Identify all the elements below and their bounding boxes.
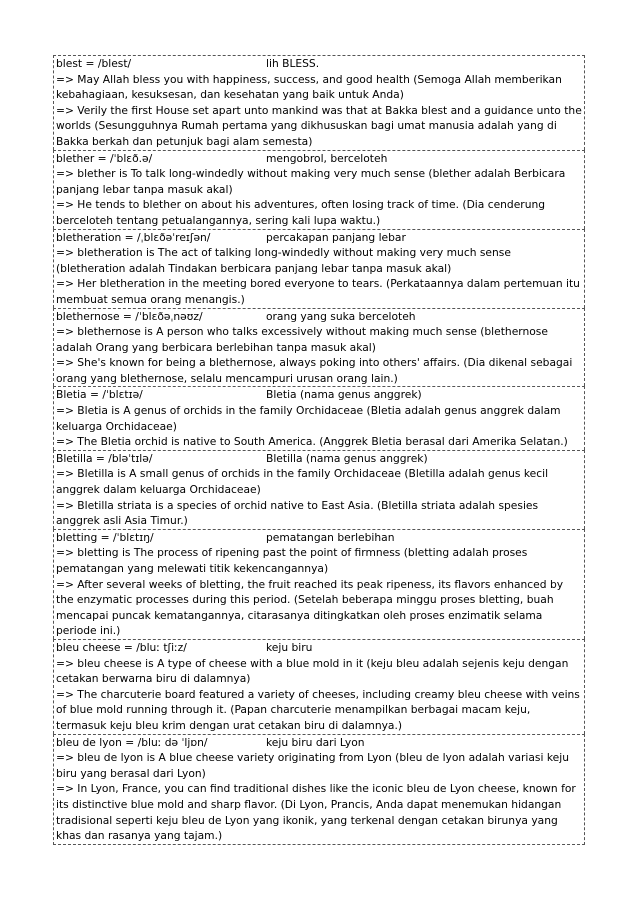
entry-header [56, 230, 582, 246]
example-sentence: => In Lyon, France, you can find traditional dishes like the iconic bleu de Lyon cheese, known for its distinctive blue mold and sharp flavor. (Di Lyon, Prancis, Anda dapat menemukan hidangan tradisional seperti keju bleu de Lyon yang ikonik, yang terkenal dengan cetakan birunya yang khas dan rasanya yang tajam.) [56, 782, 576, 843]
example-sentence: => blethernose is A person who talks excessively without making much sense (blethernose adalah Orang yang berbicara berlebihan tanpa masuk akal) [56, 325, 548, 354]
dictionary-entry [53, 150, 585, 229]
dictionary-entry [53, 734, 585, 845]
entry-gloss: mengobrol, berceloteh [266, 151, 388, 165]
entry-gloss: keju biru dari Lyon [266, 735, 365, 749]
entry-term: bleu de lyon = /bluː də ˈljɒn/ [56, 735, 208, 749]
example-sentence: => bletting is The process of ripening past the point of firmness (bletting adalah proses pematangan yang melewati titik kekencangannya) [56, 546, 528, 575]
entry-gloss: lih BLESS. [266, 57, 320, 70]
entry-header [56, 56, 582, 72]
entry-examples [56, 466, 582, 528]
dictionary-entry [53, 229, 585, 308]
entry-term: blether = /ˈblɛð.ə/ [56, 151, 153, 165]
example-sentence: => blether is To talk long-windedly without making very much sense (blether adalah Berbicara panjang lebar tanpa masuk akal) [56, 167, 566, 196]
entry-examples [56, 245, 582, 307]
example-sentence: => bletheration is The act of talking long-windedly without making very much sense (bletheration adalah Tindakan berbicara panjang lebar tanpa masuk akal) [56, 246, 511, 275]
example-sentence: => The Bletia orchid is native to South America. (Anggrek Bletia berasal dari Amerika Selatan.) [56, 435, 568, 449]
entry-gloss: Bletilla (nama genus anggrek) [266, 451, 428, 465]
example-sentence: => She's known for being a blethernose, always poking into others' affairs. (Dia dikenal sebagai orang yang blethernose, selalu mencampuri urusan orang lain.) [56, 356, 573, 385]
dictionary-entry [53, 450, 585, 529]
entry-header [56, 451, 582, 467]
example-sentence: => Bletilla striata is a species of orchid native to East Asia. (Bletilla striata adalah spesies anggrek asli Asia Timur.) [56, 498, 539, 528]
entry-term: blest = /blest/ [56, 57, 132, 70]
entry-term: bletting = /ˈblɛtɪŋ/ [56, 530, 154, 544]
entry-examples [56, 166, 582, 228]
entry-header [56, 387, 582, 403]
entry-gloss: keju biru [266, 640, 313, 654]
dictionary-entry [53, 639, 585, 734]
example-sentence: => He tends to blether on about his adventures, often losing track of time. (Dia cenderung berceloteh tentang petualangannya, sering kali lupa waktu.) [56, 198, 546, 227]
entry-header [56, 530, 582, 546]
entry-examples [56, 403, 582, 450]
entry-header [56, 735, 582, 751]
dictionary-entry [53, 308, 585, 387]
dictionary-entry [53, 529, 585, 639]
entry-gloss: orang yang suka berceloteh [266, 309, 416, 323]
dictionary-entry [53, 386, 585, 449]
example-sentence: => Her bletheration in the meeting bored everyone to tears. (Perkataannya dalam pertemuan itu membuat semua orang menangis.) [56, 277, 580, 306]
entry-gloss: pematangan berlebihan [266, 530, 395, 544]
entry-header [56, 151, 582, 167]
entry-header [56, 309, 582, 325]
entry-gloss: percakapan panjang lebar [266, 230, 406, 244]
example-sentence: => Bletia is A genus of orchids in the family Orchidaceae (Bletia adalah genus anggrek dalam keluarga Orchidaceae) [56, 404, 561, 433]
dictionary-page [53, 55, 585, 845]
example-sentence: => bleu de lyon is A blue cheese variety originating from Lyon (bleu de lyon adalah variasi keju biru yang berasal dari Lyon) [56, 751, 569, 780]
entry-examples [56, 324, 582, 386]
entry-examples [56, 545, 582, 639]
example-sentence: => Verily the first House set apart unto mankind was that at Bakka blest and a guidance unto the worlds (Sesungguhnya Rumah pertama yang dikhususkan bagi umat manusia adalah yang di Bakka berkah dan petunjuk bagi alam semesta) [56, 103, 582, 148]
entry-examples [56, 656, 582, 734]
entry-term: Bletilla = /bləˈtɪlə/ [56, 451, 153, 465]
entry-examples [56, 72, 582, 150]
example-sentence: => The charcuterie board featured a variety of cheeses, including creamy bleu cheese with veins of blue mold running through it. (Papan charcuterie menampilkan berbagai macam keju, termasuk keju bleu krim dengan urat cetakan biru di dalamnya.) [56, 687, 580, 732]
entry-term: bletheration = /ˌblɛðəˈreɪʃən/ [56, 230, 211, 244]
entry-examples [56, 750, 582, 844]
entry-term: Bletia = /ˈblɛtɪə/ [56, 388, 143, 402]
example-sentence: => After several weeks of bletting, the fruit reached its peak ripeness, its flavors enhanced by the enzymatic processes during this period. (Setelah beberapa minggu proses bletting, buah mencapai puncak kematangannya, citarasanya ditingkatkan oleh proses enzimatik selama periode ini.) [56, 577, 564, 638]
entry-gloss: Bletia (nama genus anggrek) [266, 388, 422, 402]
example-sentence: => Bletilla is A small genus of orchids in the family Orchidaceae (Bletilla adalah genus kecil anggrek dalam keluarga Orchidaceae) [56, 467, 549, 497]
entry-term: blethernose = /ˈblɛðəˌnəʊz/ [56, 309, 203, 323]
example-sentence: => bleu cheese is A type of cheese with a blue mold in it (keju bleu adalah sejenis keju dengan cetakan berwarna biru di dalamnya) [56, 656, 569, 686]
entry-term: bleu cheese = /bluː tʃiːz/ [56, 640, 187, 654]
entry-header [56, 640, 582, 656]
dictionary-entry [53, 55, 585, 150]
example-sentence: => May Allah bless you with happiness, success, and good health (Semoga Allah memberikan kebahagiaan, kesuksesan, dan kesehatan yang baik untuk Anda) [56, 72, 562, 102]
